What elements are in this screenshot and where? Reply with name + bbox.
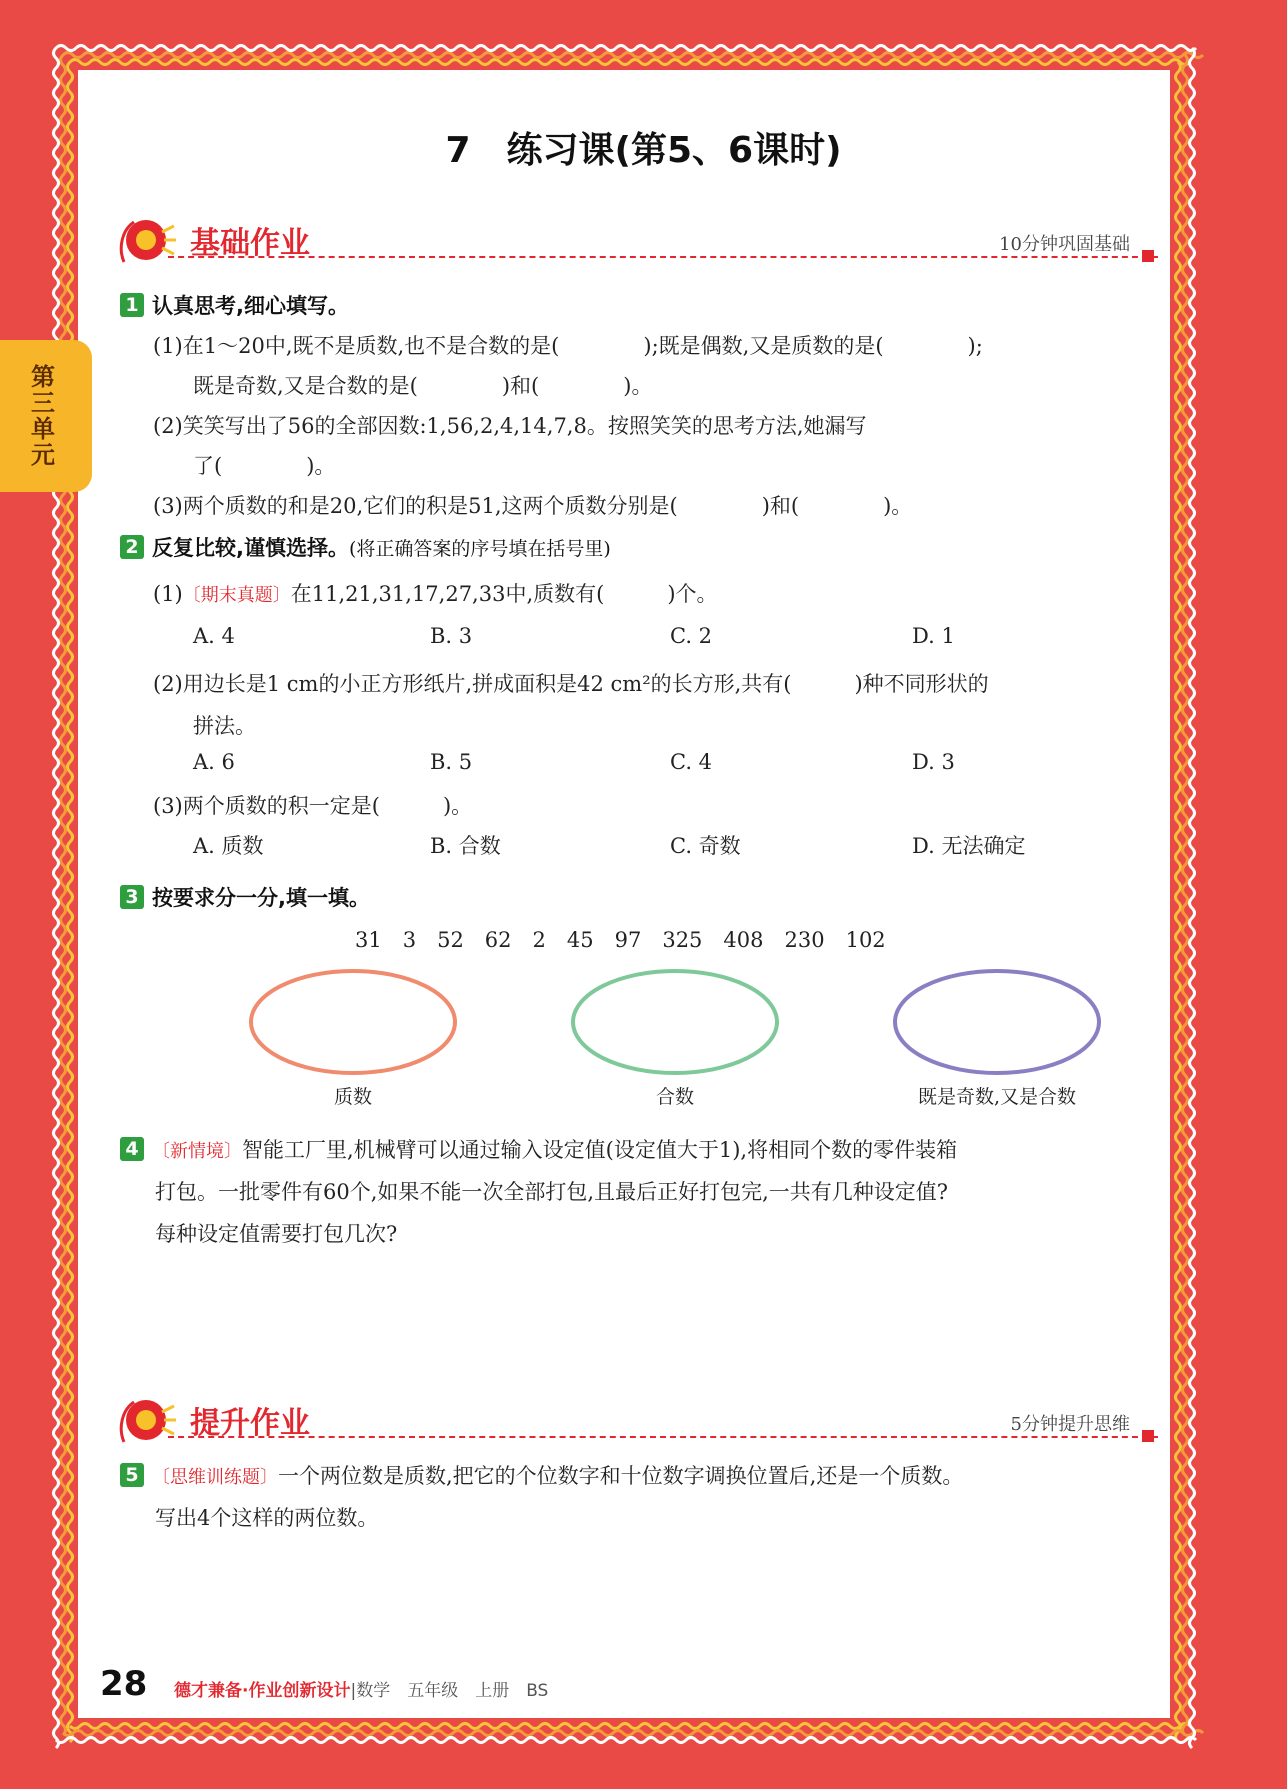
q2-p2-option-d: D. 3 — [912, 750, 955, 774]
q2-part-1 — [153, 578, 718, 608]
section-title: 基础作业 — [190, 226, 310, 261]
q4-line-1 — [120, 1134, 957, 1164]
q4-line-3: 每种设定值需要打包几次? — [155, 1222, 398, 1246]
section-header-basic — [118, 212, 1158, 268]
section-title: 提升作业 — [190, 1406, 310, 1441]
unit-side-tab — [0, 340, 92, 492]
page-number: 28 — [100, 1664, 148, 1704]
footer-info — [174, 1676, 548, 1701]
q5-text: 一个两位数是质数,把它的个位数字和十位数字调换位置后,还是一个质数。 — [278, 1464, 964, 1488]
q2-p1-option-c: C. 2 — [670, 624, 713, 648]
q2-p1-option-b: B. 3 — [430, 624, 473, 648]
q2-p1-option-a: A. 4 — [193, 624, 235, 648]
composite-oval-label: 合数 — [655, 1086, 694, 1108]
q2-part-2-line-1: (2)用边长是1 cm的小正方形纸片,拼成面积是42 cm²的长方形,共有( )种不同形状的 — [153, 672, 989, 696]
question-2-heading — [120, 532, 611, 562]
q5-line-2: 写出4个这样的两位数。 — [155, 1506, 379, 1530]
question-text: 认真思考,细心填写。 — [152, 294, 349, 318]
question-number: 3 — [120, 885, 144, 909]
q2-p3-option-a: A. 质数 — [193, 834, 264, 858]
page-title: 7 练习课(第5、6课时) — [445, 130, 842, 171]
q5-line-1 — [120, 1460, 963, 1490]
q4-tag: 〔新情境〕 — [152, 1141, 242, 1162]
question-text: 反复比较,谨慎选择。 — [152, 536, 349, 560]
question-number: 4 — [120, 1137, 144, 1161]
q2-p3-option-d: D. 无法确定 — [912, 834, 1026, 858]
composite-oval — [568, 966, 782, 1078]
prime-oval-label: 质数 — [333, 1086, 372, 1108]
question-number: 2 — [120, 535, 144, 559]
question-text: 按要求分一分,填一填。 — [152, 886, 370, 910]
odd-composite-oval-label: 既是奇数,又是合数 — [917, 1086, 1077, 1108]
odd-composite-oval — [890, 966, 1104, 1078]
q2-p2-option-b: B. 5 — [430, 750, 473, 774]
q2-p1-option-d: D. 1 — [912, 624, 955, 648]
q2-p2-option-a: A. 6 — [193, 750, 235, 774]
q2-part-2-line-2: 拼法。 — [193, 714, 256, 738]
question-1-heading — [120, 290, 349, 320]
prime-oval — [246, 966, 460, 1078]
question-3-heading — [120, 882, 370, 912]
footer-book-info: |数学 五年级 上册 BS — [350, 1681, 549, 1701]
section-header-advanced — [118, 1392, 1158, 1448]
section-divider — [168, 256, 1158, 258]
q4-text: 智能工厂里,机械臂可以通过输入设定值(设定值大于1),将相同个数的零件装箱 — [242, 1138, 958, 1162]
q1-line-5: (3)两个质数的和是20,它们的积是51,这两个质数分别是( )和( )。 — [153, 494, 913, 518]
q2-p3-option-c: C. 奇数 — [670, 834, 741, 858]
q2-part-3: (3)两个质数的积一定是( )。 — [153, 794, 473, 818]
section-divider — [168, 1436, 1158, 1438]
q2-part-1-prefix: (1) — [153, 582, 183, 606]
q2-part-1-text: 在11,21,31,17,27,33中,质数有( )个。 — [290, 582, 718, 606]
section-divider-end — [1142, 1430, 1154, 1442]
footer-brand: 德才兼备·作业创新设计 — [174, 1681, 351, 1701]
q1-line-1: (1)在1～20中,既不是质数,也不是合数的是( );既是偶数,又是质数的是( ); — [153, 334, 983, 358]
speaker-icon — [118, 212, 178, 268]
unit-side-tab-label: 第三单元 — [26, 364, 55, 468]
question-number: 1 — [120, 293, 144, 317]
q2-p3-option-b: B. 合数 — [430, 834, 501, 858]
q1-line-2: 既是奇数,又是合数的是( )和( )。 — [193, 374, 653, 398]
section-note: 5分钟提升思维 — [1010, 1414, 1130, 1435]
section-divider-end — [1142, 250, 1154, 262]
speaker-icon — [118, 1392, 178, 1448]
section-note: 10分钟巩固基础 — [999, 234, 1130, 255]
question-number: 5 — [120, 1463, 144, 1487]
q2-part-1-tag: 〔期末真题〕 — [182, 585, 291, 606]
q1-line-4: 了( )。 — [193, 454, 336, 478]
q1-line-3: (2)笑笑写出了56的全部因数:1,56,2,4,14,7,8。按照笑笑的思考方法,她漏写 — [153, 414, 867, 438]
question-subtext: (将正确答案的序号填在括号里) — [348, 538, 611, 560]
q3-number-list: 31 3 52 62 2 45 97 325 408 230 102 — [355, 928, 886, 952]
q5-tag: 〔思维训练题〕 — [152, 1467, 278, 1488]
q2-p2-option-c: C. 4 — [670, 750, 713, 774]
q4-line-2: 打包。一批零件有60个,如果不能一次全部打包,且最后正好打包完,一共有几种设定值? — [155, 1180, 949, 1204]
